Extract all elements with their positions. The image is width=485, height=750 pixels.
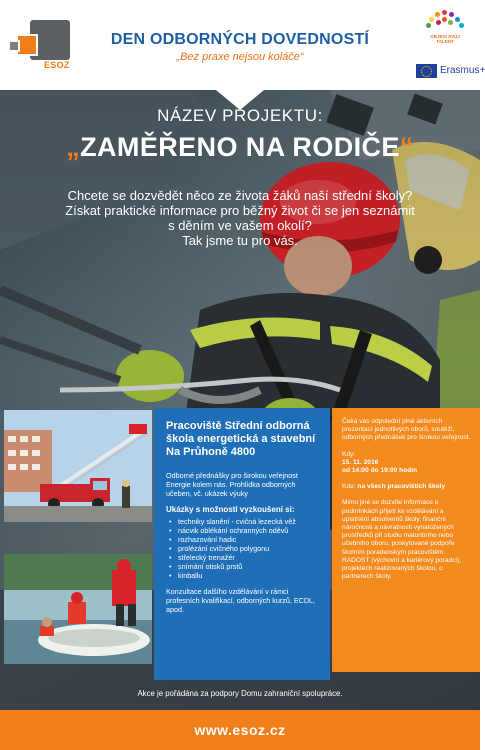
talent-logo-text: OBJEVÍ SVŮJ TALENT [430,34,460,44]
demos-list [166,517,319,580]
list-item: • nácvik oblékání ochranných oděvů [166,526,319,535]
intro-line: s děním ve vašem okolí? [168,218,312,233]
list-item: • rozhazování hadic [166,535,319,544]
event-title: DEN ODBORNÝCH DOVEDNOSTÍ [110,31,370,48]
intro-line: Chcete se dozvědět něco ze života žáků naší střední školy? [67,188,413,203]
list-item: • střelecký trenažér [166,553,319,562]
quote-close: “ [399,132,414,162]
talent-dots-icon [424,10,466,32]
header [0,0,485,90]
additional-info-text: Mimo jiné se dozvíte informace o podmínkách přijetí ke vzdělávání a uplatnění absolventů školy, finanční náročnosti a návratnosti vynaložených prostředků při studiu maturitního nebo učebního oboru, poskytované podpoře školním poradenským pracovištěm RADOST (výchovní a kariérový poradci), projektech realizovaných školou, o partnerech školy. [342,499,461,581]
event-info-box [332,408,480,672]
erasmus-logo [416,64,485,80]
support-note: Akce je pořádána za podpory Domu zahraniční spolupráce. [137,689,343,698]
when-label: Kdy: [342,450,356,458]
list-item: • snímání otisků prstů [166,562,319,571]
where-value: na všech pracovištích školy [357,483,446,491]
quote-open: „ [66,132,81,162]
water-rescue-photo [4,554,152,664]
list-item: • prolézání cvičného polygonu [166,544,319,553]
erasmus-text: Erasmus+ [440,65,485,76]
footer [0,710,480,750]
fire-truck-photo [4,410,152,522]
event-date: 15. 11. 2016 [342,458,379,466]
website-link[interactable]: www.esoz.cz [194,722,286,738]
where-line [342,483,472,491]
workplace-title: Pracoviště Střední odborná škola energetická a stavební Na Průhoně 4800 [166,420,316,458]
where-label: Kde: [342,483,356,491]
project-name [0,132,480,163]
project-name-text: ZAMĚŘENO NA RODIČE [80,132,400,162]
talent-logo [424,10,466,58]
intro-line: Tak jsme tu pro vás. [182,233,298,248]
intro-line: Získat praktické informace pro běžný život či se jen seznámit [65,203,415,218]
consultation-text: Konzultace dalšího vzdělávání v rámci profesních kvalifikací, odborných kurzů, ECDL, apod. [166,587,316,614]
intro-text [40,188,440,248]
event-description: Čeká vás odpolední plné aktivních prezentací jednotlivých oborů, soutěží, odborných přednášek pro širokou veřejnost. [342,418,471,442]
event-time: od 14:00 do 19:00 hodin [342,467,418,475]
logo-square-small [8,40,20,52]
event-subtitle: „Bez praxe nejsou koláče“ [176,51,304,63]
esoz-logo[interactable] [8,18,74,70]
logo-text: ESOZ [44,60,70,70]
list-item: • kinballu [166,571,319,580]
eu-flag-icon [416,64,437,78]
workplace-lectures-text: Odborné přednášky pro širokou veřejnost Energie kolem nás. Prohlídka odborných učeben, vč. ukázek výuky [166,471,298,498]
list-item: • techniky slanění - cvičná lezecká věž [166,517,319,526]
project-label: NÁZEV PROJEKTU: [157,106,323,125]
demos-title: Ukázky s možností vyzkoušení si: [166,505,295,514]
workplace-info-box [154,408,330,680]
